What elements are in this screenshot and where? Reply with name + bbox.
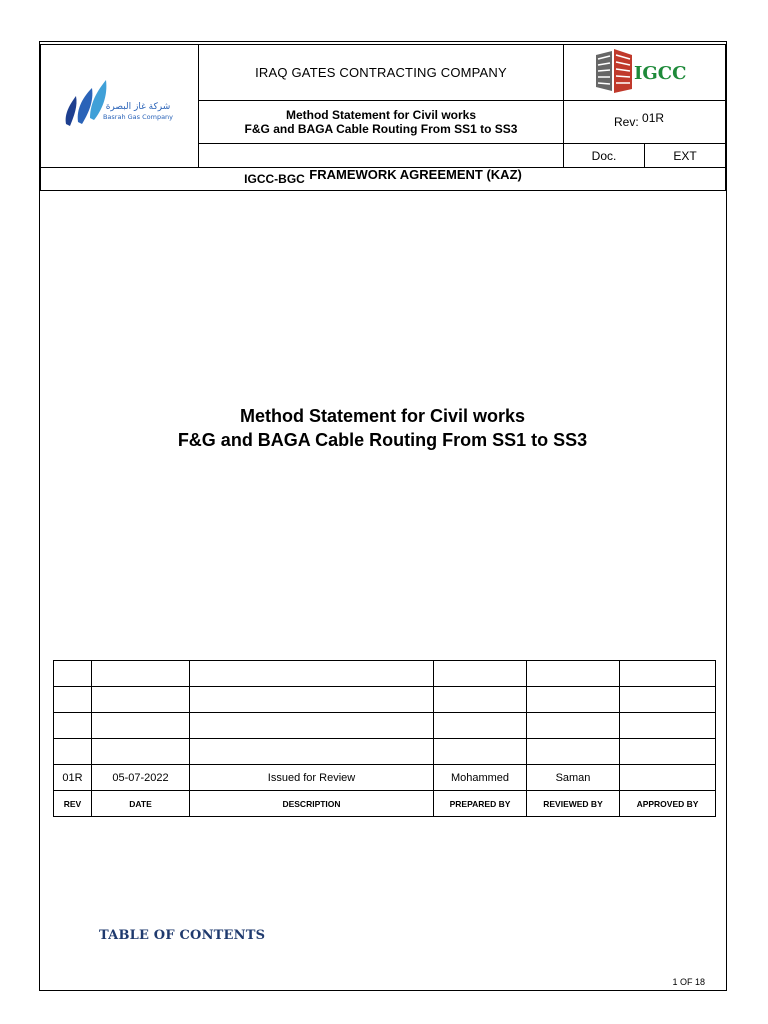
prepared-by-cell bbox=[434, 713, 527, 739]
basrah-gas-logo-cell bbox=[41, 45, 199, 168]
rev-cell bbox=[54, 687, 92, 713]
reviewed-by-cell: Saman bbox=[527, 765, 620, 791]
approved-by-cell bbox=[620, 713, 716, 739]
column-header-date: DATE bbox=[92, 791, 190, 817]
column-header-description: DESCRIPTION bbox=[190, 791, 434, 817]
prepared-by-cell: Mohammed bbox=[434, 765, 527, 791]
revision-history-table bbox=[53, 660, 716, 817]
rev-cell bbox=[54, 713, 92, 739]
table-row bbox=[54, 765, 716, 791]
agreement-prefix: IGCC-BGC bbox=[244, 172, 305, 186]
table-row bbox=[54, 713, 716, 739]
approved-by-cell bbox=[620, 661, 716, 687]
rev-cell bbox=[54, 661, 92, 687]
description-cell bbox=[190, 661, 434, 687]
prepared-by-cell bbox=[434, 739, 527, 765]
table-header-row bbox=[54, 791, 716, 817]
reviewed-by-cell bbox=[527, 687, 620, 713]
prepared-by-cell bbox=[434, 687, 527, 713]
main-title-line1: Method Statement for Civil works bbox=[239, 406, 526, 426]
document-number-cell bbox=[199, 144, 564, 168]
column-header-reviewed-by: REVIEWED BY bbox=[527, 791, 620, 817]
reviewed-by-cell bbox=[527, 661, 620, 687]
reviewed-by-cell bbox=[527, 739, 620, 765]
agreement-row bbox=[41, 168, 726, 191]
approved-by-cell bbox=[620, 739, 716, 765]
description-cell bbox=[190, 687, 434, 713]
description-cell bbox=[190, 713, 434, 739]
approved-by-cell bbox=[620, 765, 716, 791]
header-title-line1: Method Statement for Civil works bbox=[285, 108, 477, 122]
agreement-title: FRAMEWORK AGREEMENT (KAZ) bbox=[309, 167, 522, 182]
company-name: IRAQ GATES CONTRACTING COMPANY bbox=[199, 45, 564, 101]
rev-cell bbox=[54, 739, 92, 765]
date-cell bbox=[92, 713, 190, 739]
ext-label: EXT bbox=[645, 144, 726, 168]
basrah-arabic-text: شركة غاز البصرة bbox=[105, 101, 170, 112]
main-title-line2: F&G and BAGA Cable Routing From SS1 to SS3 bbox=[177, 430, 588, 450]
date-cell bbox=[92, 739, 190, 765]
rev-label: Rev: bbox=[614, 115, 639, 129]
reviewed-by-cell bbox=[527, 713, 620, 739]
revision-cell bbox=[564, 101, 726, 144]
column-header-approved-by: APPROVED BY bbox=[620, 791, 716, 817]
igcc-logo-text: IGCC bbox=[633, 63, 686, 84]
table-row bbox=[54, 687, 716, 713]
date-cell bbox=[92, 687, 190, 713]
header-title-line2: F&G and BAGA Cable Routing From SS1 to SS3 bbox=[244, 122, 518, 136]
table-of-contents-heading: TABLE OF CONTENTS bbox=[99, 928, 266, 943]
doc-label: Doc. bbox=[564, 144, 645, 168]
header-document-title bbox=[199, 101, 564, 144]
basrah-english-text: Basrah Gas Company bbox=[102, 112, 173, 121]
table-row bbox=[54, 739, 716, 765]
description-cell: Issued for Review bbox=[190, 765, 434, 791]
description-cell bbox=[190, 739, 434, 765]
approved-by-cell bbox=[620, 687, 716, 713]
prepared-by-cell bbox=[434, 661, 527, 687]
table-row bbox=[54, 661, 716, 687]
igcc-logo bbox=[590, 45, 700, 95]
column-header-rev: REV bbox=[54, 791, 92, 817]
basrah-gas-logo bbox=[60, 74, 180, 134]
date-cell: 05-07-2022 bbox=[92, 765, 190, 791]
document-main-title bbox=[40, 404, 725, 452]
column-header-prepared-by: PREPARED BY bbox=[434, 791, 527, 817]
document-header bbox=[40, 44, 726, 191]
rev-cell: 01R bbox=[54, 765, 92, 791]
rev-value: 01R bbox=[642, 111, 665, 125]
igcc-building-icon bbox=[596, 49, 632, 93]
page-number: 1 OF 18 bbox=[672, 977, 705, 987]
igcc-logo-cell bbox=[564, 45, 726, 101]
date-cell bbox=[92, 661, 190, 687]
